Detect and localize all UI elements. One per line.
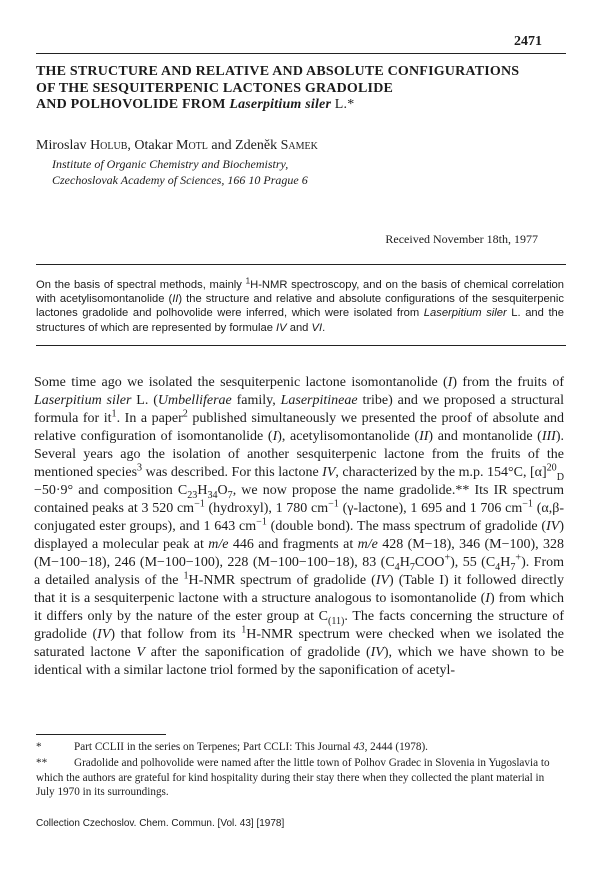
journal-footer: Collection Czechoslov. Chem. Commun. [Vol. 43] [1978]	[36, 818, 285, 829]
author-list: Miroslav Holub, Otakar Motl and Zdeněk Samek	[36, 138, 318, 153]
author-motl: Motl	[176, 138, 208, 153]
author-holub: Holub	[90, 138, 128, 153]
title-line-3: AND POLHOVOLIDE FROM Laserpitium siler L.*	[36, 97, 355, 112]
abstract-top-rule	[36, 264, 566, 265]
affiliation	[52, 156, 308, 188]
title-species: Laserpitium siler	[229, 97, 332, 112]
abstract: On the basis of spectral methods, mainly $^1$H-NMR spectroscopy, and on the basis of chemical correlation with acetylisomontanolide (II) the structure and relative and absolute configurations of the sesquiterpenic lactones gradolide and polhovolide were inferred, which were isolated from Laserpitium siler L. and the structures of which are represented by formulae IV and VI.	[36, 276, 564, 334]
affiliation-line-1: Institute of Organic Chemistry and Biochemistry,	[52, 157, 289, 171]
footnote-rule	[36, 734, 166, 735]
affiliation-line-2: Czechoslovak Academy of Sciences, 166 10 Prague 6	[52, 173, 308, 187]
body-text	[34, 374, 564, 680]
title-line-1: THE STRUCTURE AND RELATIVE AND ABSOLUTE CONFIGURATIONS	[36, 64, 520, 79]
footnote-2: ** Gradolide and polhovolide were named after the little town of Polhov Gradec in Slovenia in Yugoslavia to which the authors are grateful for kind hospitality during their stay there when they collected the plant material in July 1970 in its surroundings.	[36, 757, 550, 798]
received-date: Received November 18th, 1977	[385, 232, 538, 246]
page-number: 2471	[514, 34, 542, 49]
author-samek: Samek	[280, 138, 318, 153]
title-line-2: OF THE SESQUITERPENIC LACTONES GRADOLIDE	[36, 80, 394, 96]
header-rule	[36, 53, 566, 54]
footnote-1: * Part CCLII in the series on Terpenes; Part CCLI: This Journal 43, 2444 (1978).	[36, 741, 428, 753]
body-paragraph: Some time ago we isolated the sesquiterpenic lactone isomontanolide (I) from the fruits of Laserpitium siler L. (Umbelliferae family, Laserpitineae tribe) and we proposed a structural formula for $it^1$. In a paper$^2$ published simultaneously we presented the proof of absolute and relative configuration of isomontanolide (I), acetylisomontanolide (II) and montanolide (III). Several years ago the isolation of another sesquiterpenic lactone from the fruits of the mentioned species$^3$ was described. For this lactone IV, characterized by the m.p. 154°C, $[\alpha]^{20}_D -50\cdot 9^\circ$ and composition $C_{23}H_{34}O_7$, we now propose the name gradolide.** Its IR spectrum contained peaks at 3 520 $cm^{-1}$ (hydroxyl), 1 780 $cm^{-1}$ (γ-lactone), 1 695 and 1 706 $cm^{-1}$ (α,β-conjugated ester groups), and 1 643 $cm^{-1}$ (double bond). The mass spectrum of gradolide (IV) displayed a molecular peak at m/e 446 and fragments at m/e 428 (M−18), 346 (M−100), 328 (M−100−18), 246 (M−100−100), 228 (M−100−100−18), 83 $(C_4H_7COO^+)$, 55 $(C_4H_7^+)$. From a detailed analysis of the $^1$H-NMR spectrum of gradolide (IV) (Table I) it followed directly that it is a sesquiterpenic lactone with a structure analogous to isomontanolide (I) from which it differs only by the nature of the ester group at $C_{(11)}$. The facts concerning the structure of gradolide (IV) that follow from its $^1$H-NMR spectrum were checked when we isolated the saturated lactone V after the saponification of gradolide (IV), which we have shown to be identical with a similar lactone triol formed by the saponification of acetyl-	[34, 375, 565, 678]
abstract-bottom-rule	[36, 345, 566, 346]
article-title	[36, 64, 566, 114]
